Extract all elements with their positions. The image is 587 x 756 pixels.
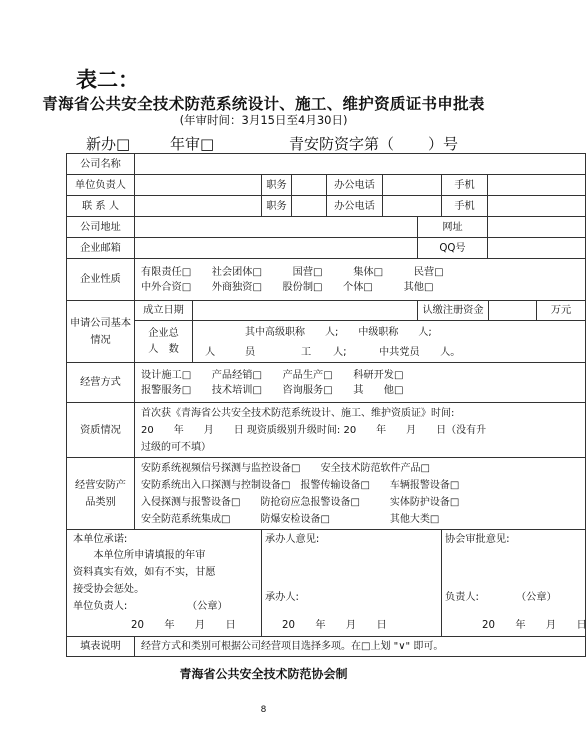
issuer: 青海省公共安全技术防范协会制 — [179, 667, 348, 681]
products-row-4[interactable]: 安全防范系统集成□ 防爆安检设备□ 其他大类□ — [141, 513, 440, 525]
unit-seal: （公章） — [187, 601, 228, 612]
qualification-line-2: 20 年 月 日 现资质级别升级时间: 20 年 月 日（没有升 — [141, 424, 487, 436]
position-label: 职务 — [262, 175, 292, 196]
contact-phone-label: 办公电话 — [327, 196, 383, 217]
undertaker-label: 承办人: — [265, 592, 299, 603]
mode-options[interactable] — [135, 363, 586, 403]
nature-label: 企业性质 — [67, 259, 135, 301]
office-phone-field[interactable] — [383, 175, 442, 196]
qualification-body[interactable] — [135, 403, 586, 458]
mode-options-row-2[interactable]: 报警服务□ 技术培训□ 咨询服务□ 其 他□ — [141, 384, 404, 396]
basic-info-label: 申请公司基本情况 — [67, 301, 135, 363]
promise-body-2: 资料真实有效，如有不实，甘愿 — [73, 567, 216, 578]
email-label: 企业邮箱 — [67, 238, 135, 259]
review-period: (年审时间：3月15日至4月30日) — [179, 113, 348, 127]
qq-label: QQ号 — [418, 238, 488, 259]
page-number: 8 — [260, 705, 267, 715]
email-field[interactable] — [135, 238, 418, 259]
undertaker-opinion-label: 承办人意见: — [265, 534, 320, 545]
contact-mobile-field[interactable] — [488, 196, 586, 217]
contact-label: 联 系 人 — [67, 196, 135, 217]
unit-head-label: 单位负责人: — [73, 601, 128, 612]
undertaker-cell — [262, 530, 442, 637]
contact-position-label: 职务 — [262, 196, 292, 217]
address-field[interactable] — [135, 217, 418, 238]
promise-body-1: 本单位所申请填报的年审 — [73, 550, 206, 561]
mobile-field[interactable] — [488, 175, 586, 196]
website-label: 网址 — [418, 217, 488, 238]
reg-capital-label: 认缴注册资金 — [418, 301, 489, 321]
products-options[interactable] — [135, 458, 586, 530]
qualification-label: 资质情况 — [67, 403, 135, 458]
company-name-label: 公司名称 — [67, 154, 135, 175]
office-phone-label: 办公电话 — [327, 175, 383, 196]
products-row-3[interactable]: 入侵探测与报警设备□ 防抢窃应急报警设备□ 实体防护设备□ — [141, 496, 460, 508]
mode-options-row-1[interactable]: 设计施工□ 产品经销□ 产品生产□ 科研开发□ — [141, 369, 404, 381]
promise-body-3: 接受协会惩处。 — [73, 584, 145, 595]
association-cell — [442, 530, 586, 637]
association-date: 20 年 月 日 — [482, 620, 587, 631]
cert-number-suffix: ）号 — [428, 135, 459, 153]
principal-label: 负责人: — [445, 592, 479, 603]
contact-position-field[interactable] — [292, 196, 327, 217]
company-name-field[interactable] — [135, 154, 586, 175]
est-date-field[interactable] — [193, 301, 418, 321]
position-field[interactable] — [292, 175, 327, 196]
association-opinion-label: 协会审批意见: — [445, 534, 510, 545]
legal-rep-label: 单位负责人 — [67, 175, 135, 196]
total-staff-label-2: 人 数 — [148, 343, 179, 355]
instructions-label: 填表说明 — [67, 637, 135, 657]
form-label: 表二： — [76, 68, 139, 92]
instructions-text: 经营方式和类别可根据公司经营项目选择多项。在□上划 "∨" 即可。 — [135, 637, 586, 657]
association-seal: （公章） — [516, 592, 557, 603]
qualification-line-1: 首次获《青海省公共安全技术防范系统设计、施工、维护资质证》时间: — [141, 407, 455, 419]
cert-number-prefix: 青安防资字第（ — [289, 135, 395, 153]
annual-review-checkbox[interactable]: 年审□ — [170, 135, 215, 153]
contact-phone-field[interactable] — [383, 196, 442, 217]
new-apply-checkbox[interactable]: 新办□ — [86, 135, 131, 153]
legal-rep-field[interactable] — [135, 175, 262, 196]
persons-unit: 人 — [205, 347, 216, 358]
nature-options[interactable] — [135, 259, 586, 301]
party-members: 中共党员 人。 — [379, 347, 461, 358]
title-breakdown: 其中高级职称 人; 中级职称 人; — [245, 327, 432, 338]
wan-unit: 万元 — [537, 301, 586, 321]
contact-field[interactable] — [135, 196, 262, 217]
products-label: 经营安防产品类别 — [67, 458, 135, 530]
contact-mobile-label: 手机 — [442, 196, 488, 217]
website-field[interactable] — [488, 217, 586, 238]
worker-label-2: 工 — [301, 347, 312, 358]
undertaker-date: 20 年 月 日 — [282, 620, 387, 631]
total-staff-label-1: 企业总 — [148, 327, 179, 339]
worker-label-3: 人; — [333, 347, 347, 358]
qualification-line-3: 过级的可不填） — [141, 441, 211, 453]
staff-breakdown[interactable] — [193, 321, 586, 363]
application-form — [66, 153, 586, 657]
promise-title: 本单位承诺: — [73, 534, 128, 545]
total-staff-label — [135, 321, 193, 363]
mobile-label: 手机 — [442, 175, 488, 196]
qq-field[interactable] — [488, 238, 586, 259]
address-label: 公司地址 — [67, 217, 135, 238]
products-row-2[interactable]: 安防系统出入口探测与控制设备□ 报警传输设备□ 车辆报警设备□ — [141, 479, 460, 491]
form-title: 青海省公共安全技术防范系统设计、施工、维护资质证书申批表 — [42, 95, 485, 113]
promise-cell — [67, 530, 262, 637]
products-row-1[interactable]: 安防系统视频信号探测与监控设备□ 安全技术防范软件产品□ — [141, 462, 430, 474]
nature-options-row-1[interactable]: 有限责任□ 社会团体□ 国营□ 集体□ 民营□ — [141, 266, 444, 278]
reg-capital-field[interactable] — [489, 301, 537, 321]
mode-label: 经营方式 — [67, 363, 135, 403]
unit-date: 20 年 月 日 — [131, 620, 236, 631]
nature-options-row-2[interactable]: 中外合资□ 外商独资□ 股份制□ 个体□ 其他□ — [141, 281, 434, 293]
est-date-label: 成立日期 — [135, 301, 193, 321]
worker-label-1: 员 — [245, 347, 256, 358]
